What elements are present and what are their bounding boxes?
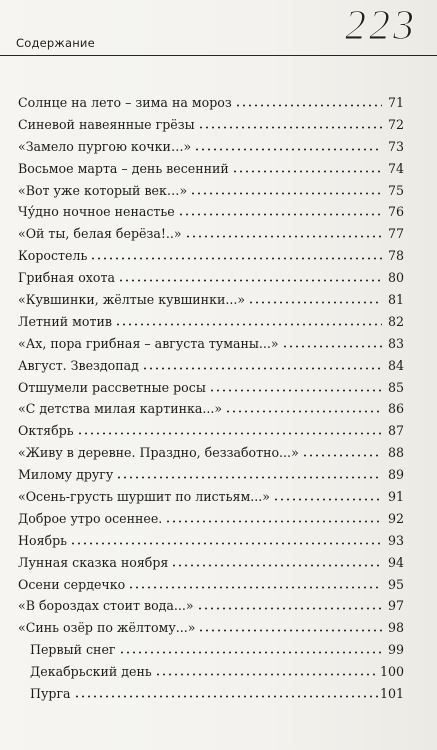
toc-entry (18, 270, 404, 292)
toc-entry-page: 87 (387, 423, 404, 439)
toc-dot-leader (90, 257, 382, 260)
header-rule (0, 55, 437, 56)
toc-dot-leader (198, 126, 382, 129)
toc-entry (18, 664, 404, 686)
toc-entry-title: Коростель (18, 248, 88, 264)
toc-dot-leader (197, 607, 382, 610)
toc-entry-title: Осени сердечко (18, 576, 126, 592)
toc-entry-title: Отшумели рассветные росы (18, 379, 206, 395)
toc-entry-title: «Ах, пора грибная – августа туманы...» (18, 335, 279, 351)
toc-entry-title: «Кувшинки, жёлтые кувшинки...» (18, 292, 246, 308)
toc-dot-leader (118, 279, 382, 282)
toc-entry-page: 89 (387, 467, 404, 483)
toc-entry-page: 78 (387, 248, 404, 264)
section-title: Содержание (16, 36, 95, 50)
toc-entry-page: 101 (379, 686, 404, 702)
toc-dot-leader (165, 520, 382, 523)
toc-entry-title: Первый снег (30, 642, 116, 658)
toc-entry-page: 76 (387, 204, 404, 220)
toc-entry-page: 98 (387, 620, 404, 636)
toc-entry-title: Октябрь (18, 423, 74, 439)
toc-entry-page: 83 (387, 335, 404, 351)
toc-entry-page: 82 (387, 313, 404, 329)
toc-entry-title: Синевой навеянные грёзы (18, 116, 195, 132)
toc-entry-page: 95 (387, 576, 404, 592)
toc-dot-leader (70, 542, 382, 545)
toc-dot-leader (155, 673, 378, 676)
toc-entry (18, 292, 404, 314)
toc-dot-leader (302, 454, 382, 457)
toc-entry-title: Август. Звездопад (18, 357, 139, 373)
toc-entry-page: 71 (387, 95, 404, 110)
toc-dot-leader (190, 192, 382, 195)
toc-entry-title: «Замело пургою кочки…» (18, 138, 192, 154)
toc-entry-title: «С детства милая картинка...» (18, 401, 223, 417)
toc-entry-title: «Синь озёр по жёлтому...» (18, 620, 196, 636)
toc-entry-title: Восьмое марта – день весенний (18, 160, 229, 176)
toc-entry-page: 80 (387, 270, 404, 286)
toc-entry-title: Ноябрь (18, 532, 68, 548)
toc-entry-page: 88 (387, 445, 404, 461)
toc-entry-title: Милому другу (18, 467, 114, 483)
toc-dot-leader (235, 104, 382, 107)
toc-entry-page: 94 (387, 554, 404, 570)
toc-dot-leader (128, 586, 382, 589)
toc-entry (18, 226, 404, 248)
toc-entry (18, 380, 404, 402)
toc-entry (18, 95, 404, 117)
toc-entry (18, 423, 404, 445)
table-of-contents (18, 95, 404, 708)
toc-entry-page: 92 (387, 510, 404, 526)
toc-entry (18, 598, 404, 620)
toc-dot-leader (119, 651, 382, 654)
toc-entry-title: Чу́дно ночное ненастье (18, 204, 175, 220)
toc-entry (18, 642, 404, 664)
toc-entry (18, 511, 404, 533)
toc-dot-leader (225, 410, 382, 413)
toc-entry-title: Пурга (30, 686, 71, 702)
toc-entry-title: «Осень-грусть шуршит по листьям...» (18, 489, 270, 505)
toc-entry (18, 577, 404, 599)
toc-dot-leader (209, 389, 382, 392)
toc-entry-page: 97 (387, 598, 404, 614)
toc-entry (18, 467, 404, 489)
toc-dot-leader (115, 323, 382, 326)
toc-entry-page: 72 (387, 116, 404, 132)
toc-dot-leader (282, 345, 382, 348)
toc-entry-page: 73 (387, 138, 404, 154)
toc-entry-page: 81 (387, 292, 404, 308)
toc-entry (18, 139, 404, 161)
toc-dot-leader (185, 235, 382, 238)
toc-entry (18, 358, 404, 380)
toc-entry (18, 117, 404, 139)
toc-entry-page: 77 (387, 226, 404, 242)
toc-entry (18, 533, 404, 555)
toc-dot-leader (194, 148, 382, 151)
toc-entry (18, 445, 404, 467)
toc-entry (18, 183, 404, 205)
toc-dot-leader (77, 432, 382, 435)
toc-entry-page: 74 (387, 160, 404, 176)
toc-entry-title: «Вот уже который век…» (18, 182, 188, 198)
toc-entry-title: Летний мотив (18, 313, 112, 329)
toc-entry-title: Доброе утро осеннее. (18, 510, 163, 526)
toc-entry-page: 75 (387, 182, 404, 198)
toc-entry-title: «Живу в деревне. Праздно, беззаботно...» (18, 445, 299, 461)
toc-entry (18, 686, 404, 708)
toc-entry-page: 99 (387, 642, 404, 658)
toc-entry-page: 93 (387, 532, 404, 548)
toc-dot-leader (116, 476, 382, 479)
toc-entry-page: 86 (387, 401, 404, 417)
toc-entry-page: 100 (379, 664, 404, 680)
toc-dot-leader (198, 629, 382, 632)
toc-entry-page: 84 (387, 357, 404, 373)
toc-entry (18, 489, 404, 511)
toc-entry (18, 555, 404, 577)
toc-entry (18, 161, 404, 183)
toc-dot-leader (232, 170, 382, 173)
toc-dot-leader (74, 695, 378, 698)
toc-entry-page: 85 (387, 379, 404, 395)
toc-entry-title: Лунная сказка ноября (18, 554, 169, 570)
toc-entry-page: 91 (387, 489, 404, 505)
page-number: 223 (345, 3, 417, 49)
toc-dot-leader (142, 367, 382, 370)
toc-entry (18, 620, 404, 642)
toc-entry (18, 248, 404, 270)
toc-dot-leader (171, 564, 382, 567)
toc-dot-leader (248, 301, 382, 304)
page-header (0, 0, 437, 60)
toc-entry (18, 401, 404, 423)
toc-entry-title: «Ой ты, белая берёза!..» (18, 226, 182, 242)
toc-entry (18, 204, 404, 226)
toc-entry-title: «В бороздах стоит вода...» (18, 598, 194, 614)
toc-entry-title: Декабрьский день (30, 664, 152, 680)
toc-entry (18, 336, 404, 358)
toc-entry-title: Солнце на лето – зима на мороз (18, 95, 232, 110)
toc-dot-leader (178, 213, 382, 216)
toc-dot-leader (273, 498, 382, 501)
toc-entry (18, 314, 404, 336)
toc-entry-title: Грибная охота (18, 270, 115, 286)
